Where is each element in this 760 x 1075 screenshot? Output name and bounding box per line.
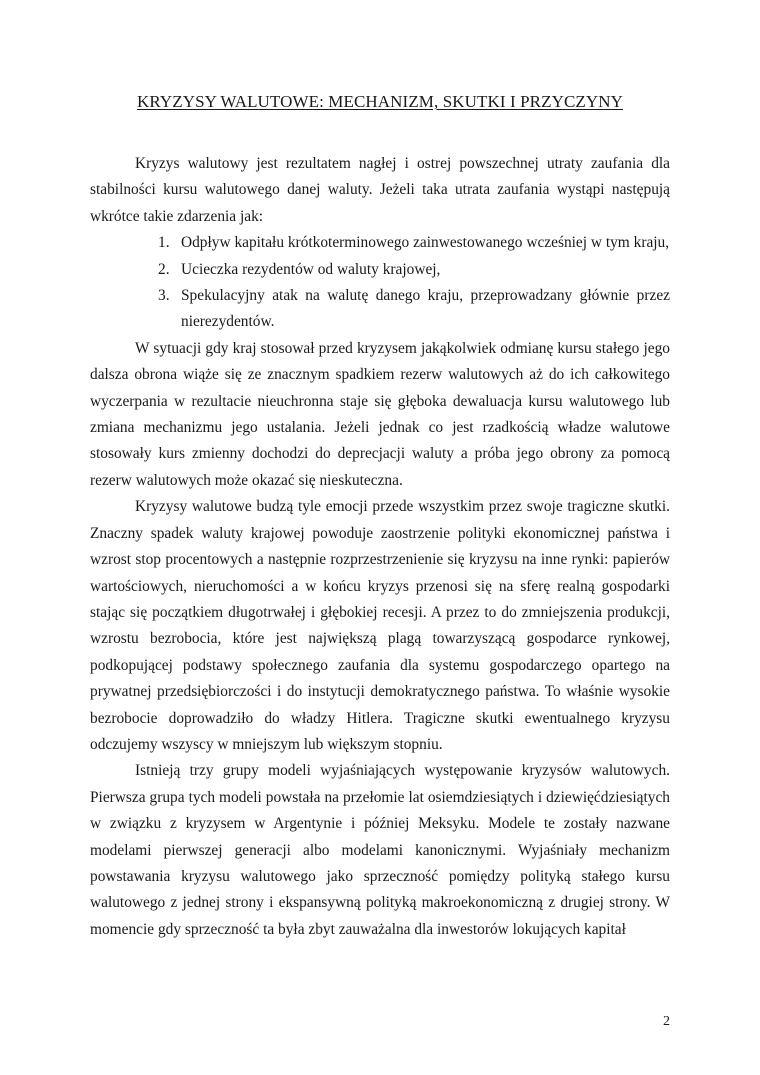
numbered-list [90,230,670,336]
paragraph-consequences: Kryzysy walutowe budzą tyle emocji przede wszystkim przez swoje tragiczne skutki. Znaczny spadek waluty krajowej powoduje zaostrzenie polityki ekonomicznej państwa i wzrost stop procentowych a następnie rozprzestrzenienie się kryzysu na inne rynki: papierów wartościowych, nieruchomości a w końcu kryzys przenosi się na sferę realną gospodarki stając się początkiem długotrwałej i głębokiej recesji. A przez to do zmniejszenia produkcji, wzrostu bezrobocia, które jest największą plagą towarzyszącą gospodarce rynkowej, podkopującej podstawy społecznego zaufania dla systemu gospodarczego opartego na prywatnej przedsiębiorczości i do instytucji demokratycznego państwa. To właśnie wysokie bezrobocie doprowadziło do władzy Hitlera. Tragiczne skutki ewentualnego kryzysu odczujemy wszyscy w mniejszym lub większym stopniu. [90,498,670,753]
list-item [90,257,670,283]
intro-paragraph: Kryzys walutowy jest rezultatem nagłej i ostrej powszechnej utraty zaufania dla stabilności kursu walutowego danej waluty. Jeżeli taka utrata zaufania wystąpi następują wkrótce takie zdarzenia jak: [90,155,670,225]
page-number: 2 [663,1014,670,1029]
list-item-number: 3. [158,287,170,305]
list-item [90,283,670,336]
list-item-number: 1. [158,234,170,252]
list-item-text: Spekulacyjny atak na walutę danego kraju, przeprowadzany głównie przez nierezydentów. [181,287,670,331]
list-item-text: Ucieczka rezydentów od waluty krajowej, [181,260,441,278]
document-body [90,151,670,943]
paragraph-models: Istnieją trzy grupy modeli wyjaśniających występowanie kryzysów walutowych. Pierwsza grupa tych modeli powstała na przełomie lat osiemdziesiątych i dziewięćdziesiątych w związku z kryzysem w Argentynie i później Meksyku. Modele te zostały nazwane modelami pierwszej generacji albo modelami kanonicznymi. Wyjaśniały mechanizm powstawania kryzysu walutowego jako sprzeczność pomiędzy polityką stałego kursu walutowego z jednej strony i ekspansywną polityką makroekonomiczną z drugiej strony. W momencie gdy sprzeczność ta była zbyt zauważalna dla inwestorów lokujących kapitał [90,762,670,938]
paragraph-fixed-rate: W sytuacji gdy kraj stosował przed kryzysem jakąkolwiek odmianę kursu stałego jego dalsza obrona wiąże się ze znacznym spadkiem rezerw walutowych aż do ich całkowitego wyczerpania w rezultacie nieuchronna staje się głęboka dewaluacja kursu walutowego lub zmiana mechanizmu jego ustalania. Jeżeli jednak co jest rzadkością władze walutowe stosowały kurs zmienny dochodzi do deprecjacji waluty a próba jego obrony za pomocą rezerw walutowych może okazać się nieskuteczna. [90,339,670,489]
list-item-number: 2. [158,260,170,278]
document-title: KRYZYSY WALUTOWE: MECHANIZM, SKUTKI I PRZYCZYNY [136,92,624,111]
list-item-text: Odpływ kapitału krótkoterminowego zainwestowanego wcześniej w tym kraju, [181,234,670,252]
list-item [90,230,670,256]
